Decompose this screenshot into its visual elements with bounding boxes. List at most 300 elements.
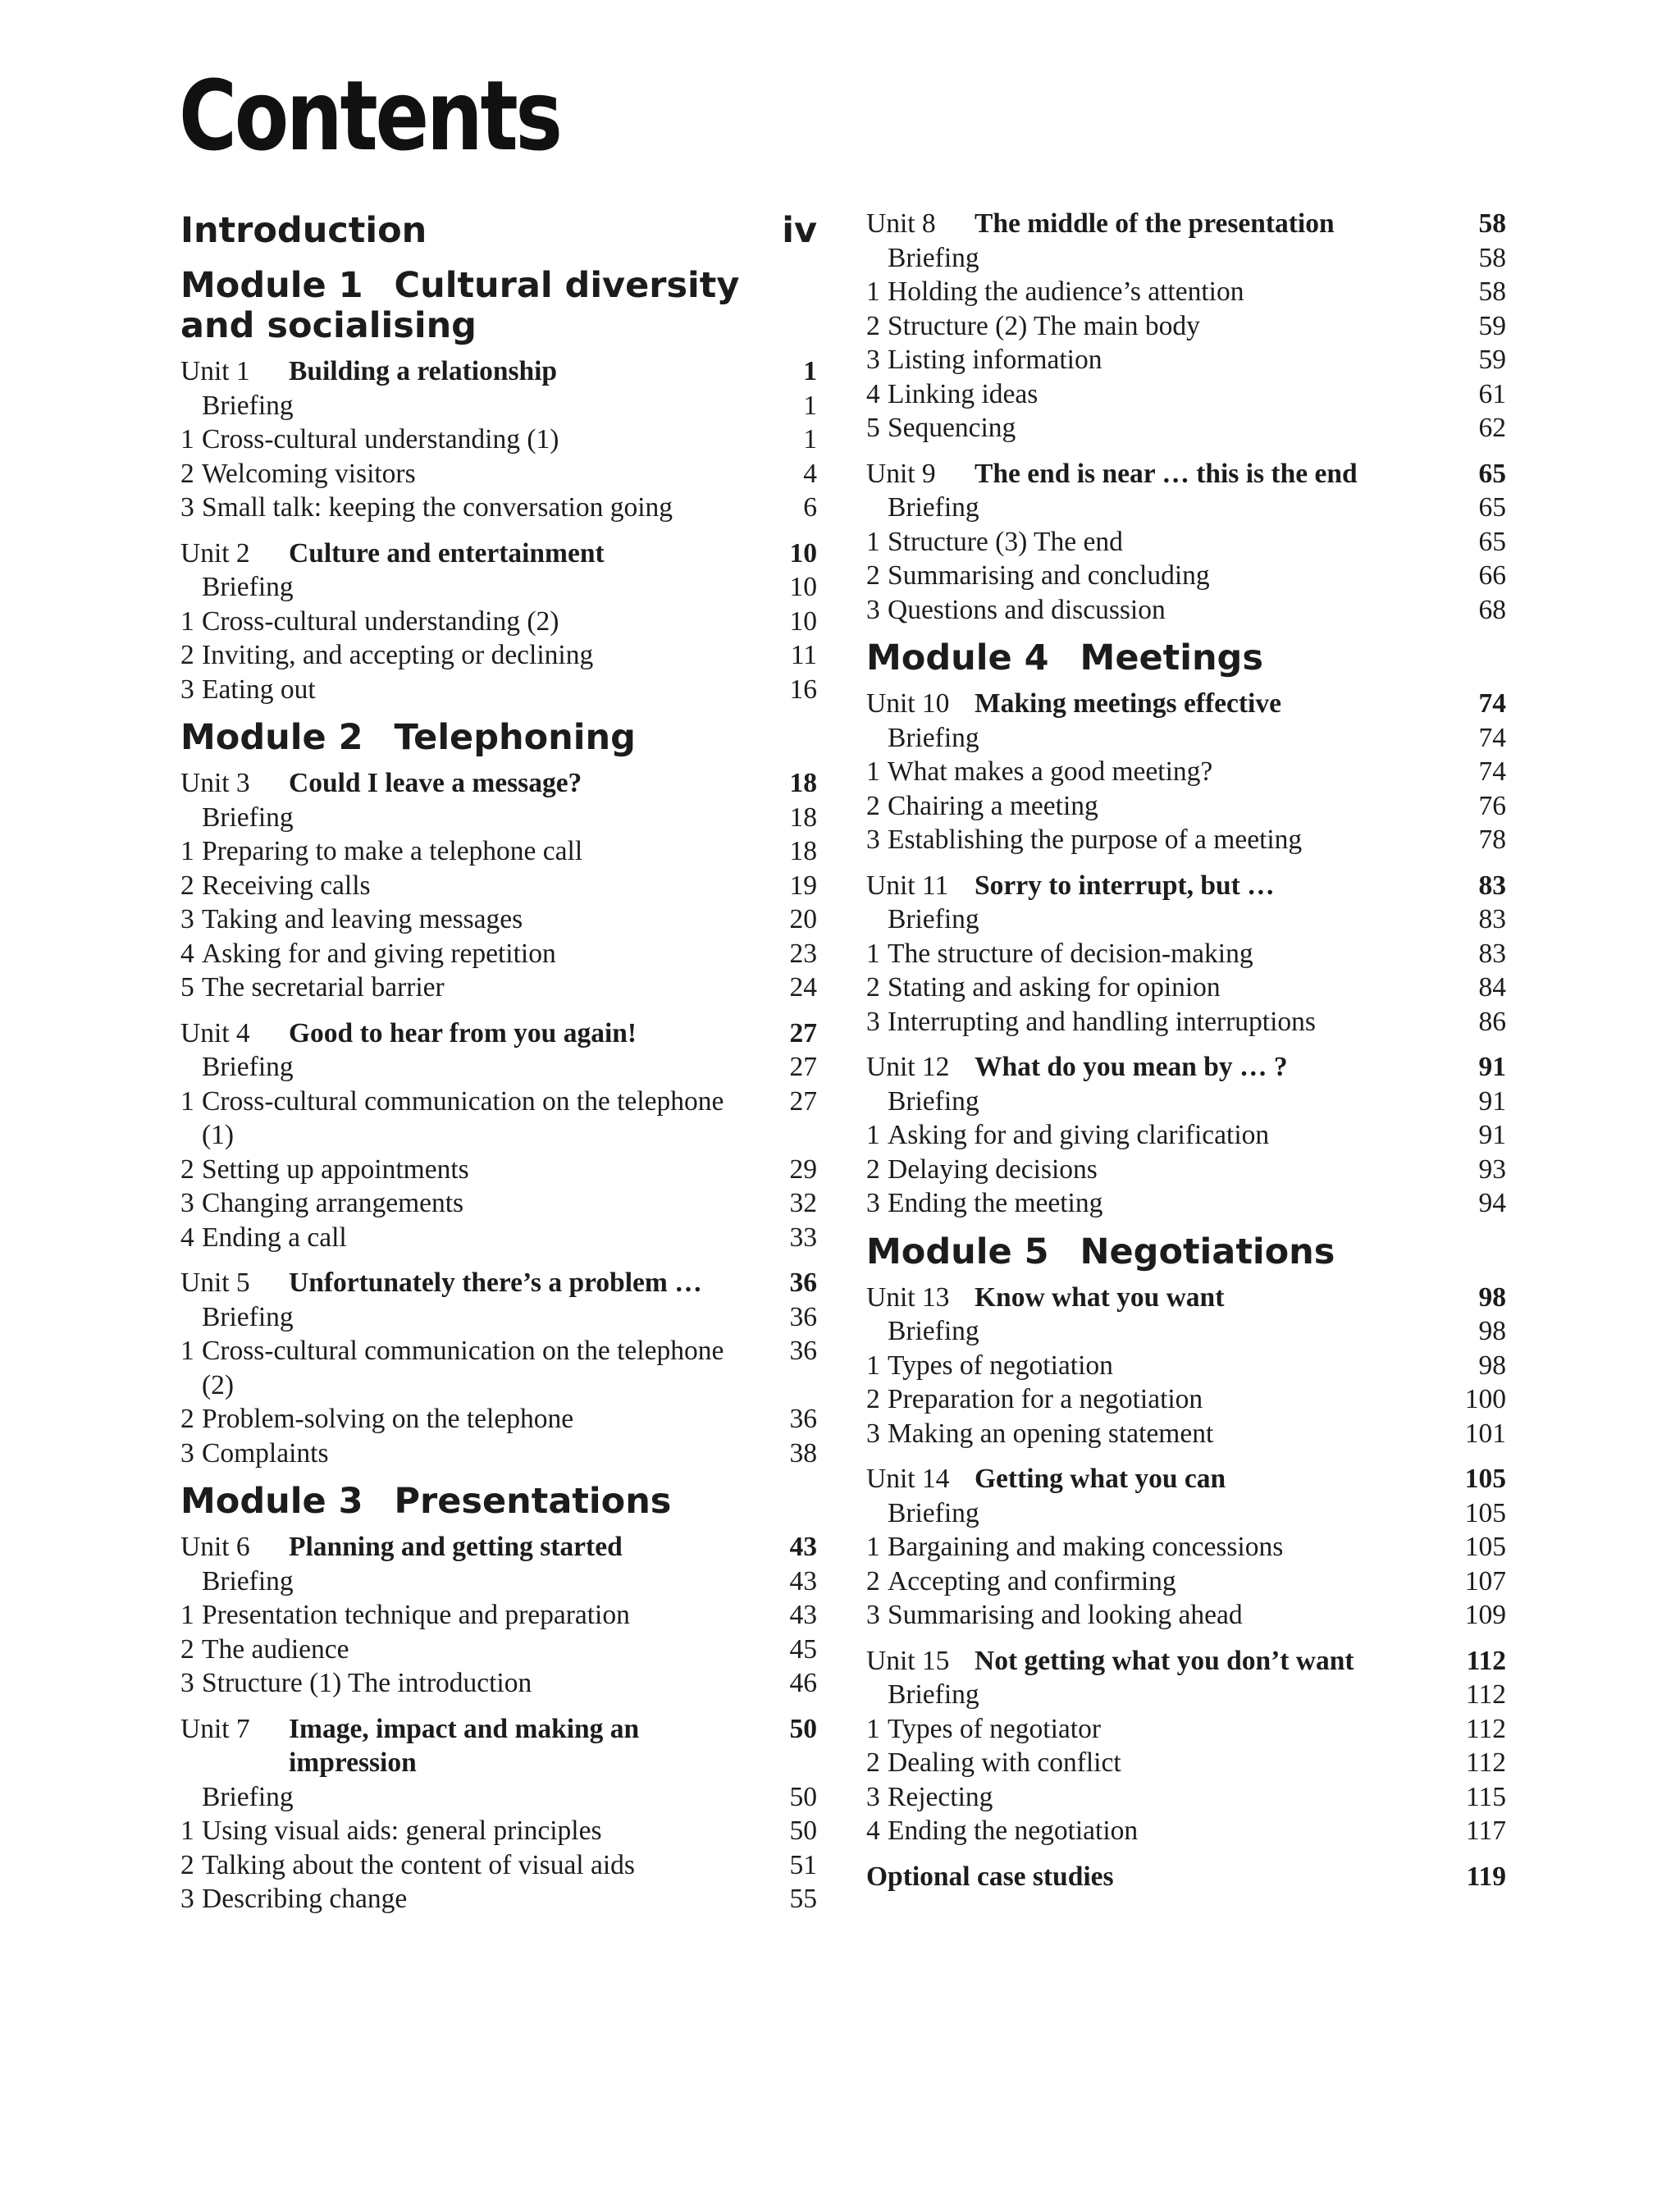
item-text: Types of negotiation [888, 1350, 1113, 1381]
unit-name [866, 1644, 1354, 1679]
toc-item[interactable] [866, 823, 1506, 857]
toc-item[interactable] [180, 1598, 817, 1633]
toc-item[interactable] [180, 673, 817, 707]
toc-item[interactable] [866, 1085, 1506, 1119]
item-text: Presentation technique and preparation [202, 1600, 630, 1630]
unit-name [866, 457, 1358, 491]
item-label [866, 593, 1166, 628]
toc-item[interactable] [180, 570, 817, 605]
page-number: 16 [789, 674, 817, 705]
toc-item[interactable] [180, 1221, 817, 1255]
item-number [180, 389, 202, 423]
page-number: 61 [1478, 378, 1506, 409]
item-number: 1 [180, 836, 194, 866]
item-number: 1 [180, 605, 194, 637]
item-label [180, 869, 371, 903]
item-label [180, 389, 294, 423]
unit-block [866, 1050, 1506, 1221]
item-number: 1 [866, 526, 880, 557]
unit-number: Unit 11 [866, 870, 949, 901]
unit-name [180, 1530, 623, 1564]
item-number: 1 [180, 1336, 194, 1366]
toc-item[interactable] [866, 275, 1506, 309]
item-number: 3 [180, 492, 194, 523]
item-number: 1 [180, 1816, 194, 1846]
toc-item[interactable] [180, 1633, 817, 1667]
toc-item[interactable] [180, 605, 817, 639]
unit-heading[interactable] [180, 1016, 817, 1051]
page-number: 91 [1478, 1120, 1506, 1150]
item-text: Small talk: keeping the conversation going [202, 492, 673, 523]
unit-name [180, 537, 605, 571]
item-text: Briefing [888, 722, 979, 753]
item-label [180, 1221, 347, 1255]
item-number [180, 1780, 202, 1815]
toc-item[interactable] [180, 423, 817, 457]
item-text: Ending the meeting [888, 1188, 1103, 1218]
item-number [180, 1300, 202, 1335]
page-number: 98 [1478, 1316, 1506, 1346]
item-text: Stating and asking for opinion [888, 972, 1221, 1003]
item-number: 2 [180, 870, 194, 901]
item-number: 3 [180, 1188, 194, 1218]
unit-title: Image, impact and making an impression [289, 1713, 640, 1778]
item-text: Asking for and giving repetition [202, 938, 556, 969]
toc-item[interactable] [180, 457, 817, 491]
page-number: 43 [789, 1532, 817, 1562]
unit-heading[interactable] [866, 1281, 1506, 1315]
item-text: Sequencing [888, 413, 1016, 443]
item-label [866, 1712, 1101, 1747]
toc-item[interactable] [180, 869, 817, 903]
item-text: The secretarial barrier [202, 972, 445, 1003]
item-number: 3 [866, 824, 880, 855]
item-number: 1 [866, 1713, 880, 1744]
unit-heading[interactable] [180, 537, 817, 571]
toc-item[interactable] [180, 1402, 817, 1437]
item-label [180, 1085, 727, 1153]
page-number: 50 [789, 1816, 817, 1846]
item-label [866, 1598, 1243, 1633]
toc-item[interactable] [866, 491, 1506, 525]
module-number: Module 4 [866, 637, 1049, 678]
item-number: 2 [866, 1153, 880, 1185]
unit-number: Unit 3 [180, 768, 250, 798]
item-text: Briefing [202, 1052, 294, 1082]
item-label [866, 343, 1102, 377]
module-title: Presentations [394, 1481, 672, 1522]
page-number: 1 [803, 390, 817, 421]
item-number: 3 [866, 1418, 880, 1449]
item-label [180, 1186, 463, 1221]
toc-item[interactable] [866, 1678, 1506, 1712]
page-number: 65 [1478, 526, 1506, 557]
item-label [866, 823, 1302, 857]
unit-heading[interactable] [866, 1050, 1506, 1085]
page-number: 98 [1478, 1350, 1506, 1381]
page-number: 32 [789, 1188, 817, 1218]
item-number [866, 491, 888, 525]
item-number: 3 [866, 1781, 880, 1812]
toc-item[interactable] [866, 1118, 1506, 1153]
item-text: Structure (2) The main body [888, 310, 1200, 341]
item-label [866, 1678, 979, 1712]
unit-name [866, 869, 1275, 903]
item-text: Using visual aids: general principles [202, 1816, 602, 1846]
toc-item[interactable] [180, 1666, 817, 1701]
item-number: 2 [180, 1849, 194, 1880]
unit-heading[interactable] [180, 1530, 817, 1564]
unit-heading[interactable] [180, 1266, 817, 1300]
toc-item[interactable] [866, 1382, 1506, 1417]
toc-item[interactable] [180, 902, 817, 937]
item-text: Briefing [202, 572, 294, 602]
page-number: 50 [789, 1781, 817, 1812]
item-text: Cross-cultural communication on the telephone (1) [202, 1085, 724, 1150]
toc-item[interactable] [866, 1005, 1506, 1039]
item-label [866, 377, 1038, 412]
item-label [866, 1118, 1269, 1153]
toc-item[interactable] [866, 1417, 1506, 1451]
item-number: 1 [866, 276, 880, 307]
item-number: 1 [180, 1600, 194, 1630]
item-label [180, 1153, 469, 1187]
item-text: Establishing the purpose of a meeting [888, 824, 1303, 855]
unit-heading[interactable] [866, 687, 1506, 721]
module-number: Module 1 [180, 265, 363, 306]
toc-item[interactable] [866, 721, 1506, 756]
introduction-entry[interactable] [180, 207, 817, 254]
unit-number: Unit 8 [866, 208, 936, 239]
unit-title: Building a relationship [289, 356, 558, 386]
toc-item[interactable] [866, 1349, 1506, 1383]
unit-name [866, 207, 1335, 241]
item-number: 5 [866, 413, 880, 443]
unit-block [866, 457, 1506, 628]
unit-block [180, 1530, 817, 1701]
module-title: Telephoning [394, 717, 636, 758]
toc-item[interactable] [866, 525, 1506, 560]
unit-number: Unit 12 [866, 1052, 950, 1082]
unit-heading[interactable] [866, 869, 1506, 903]
item-label [180, 1402, 573, 1437]
item-label [866, 971, 1221, 1005]
toc-item[interactable] [866, 411, 1506, 445]
unit-block [180, 354, 817, 525]
page-number: 20 [789, 904, 817, 934]
unit-heading[interactable] [866, 1462, 1506, 1496]
item-text: Briefing [888, 242, 979, 273]
page-number: 36 [789, 1336, 817, 1366]
item-label [180, 1814, 602, 1848]
toc-item[interactable] [180, 1300, 817, 1335]
item-text: Asking for and giving clarification [888, 1120, 1270, 1150]
item-label [180, 937, 556, 971]
toc-item[interactable] [180, 389, 817, 423]
toc-item[interactable] [866, 1814, 1506, 1848]
item-number [180, 801, 202, 835]
toc-item[interactable] [180, 1848, 817, 1883]
item-label [866, 755, 1212, 789]
item-label [180, 673, 316, 707]
item-label [180, 834, 582, 869]
page-number: 59 [1478, 345, 1506, 375]
item-text: Questions and discussion [888, 594, 1166, 625]
toc-item[interactable] [866, 559, 1506, 593]
item-text: Rejecting [888, 1781, 993, 1812]
item-text: Delaying decisions [888, 1153, 1098, 1185]
unit-heading[interactable] [180, 354, 817, 389]
toc-item[interactable] [180, 1334, 817, 1402]
item-number [866, 241, 888, 276]
page-number: 91 [1478, 1052, 1506, 1082]
toc-item[interactable] [866, 902, 1506, 937]
toc-item[interactable] [180, 1780, 817, 1815]
item-label [180, 1780, 294, 1815]
unit-heading[interactable] [866, 1644, 1506, 1679]
toc-item[interactable] [866, 1780, 1506, 1815]
item-number: 3 [866, 1600, 880, 1630]
item-number: 4 [180, 1222, 194, 1253]
item-label [180, 1848, 635, 1883]
page-number: 6 [803, 492, 817, 523]
unit-block [180, 766, 817, 1005]
page-number: 98 [1478, 1281, 1506, 1313]
item-text: Briefing [202, 1301, 294, 1332]
page-number: 93 [1478, 1153, 1506, 1185]
toc-item[interactable] [180, 1050, 817, 1085]
toc-item[interactable] [866, 1314, 1506, 1349]
toc-item[interactable] [866, 241, 1506, 276]
unit-title: Making meetings effective [975, 688, 1281, 719]
item-number: 2 [866, 1565, 880, 1596]
toc-item[interactable] [180, 1437, 817, 1471]
item-number: 1 [180, 1085, 194, 1117]
item-text: Briefing [202, 1565, 294, 1596]
item-number: 2 [180, 458, 194, 489]
page-number: 27 [789, 1052, 817, 1082]
item-number: 3 [866, 1006, 880, 1037]
item-label [866, 1780, 993, 1815]
item-text: Summarising and looking ahead [888, 1600, 1243, 1630]
item-text: Dealing with conflict [888, 1747, 1121, 1778]
page-number: 18 [789, 836, 817, 866]
page-number: 112 [1465, 1679, 1506, 1710]
unit-number: Unit 13 [866, 1281, 950, 1313]
unit-heading[interactable] [180, 766, 817, 801]
unit-title: Culture and entertainment [289, 537, 605, 569]
item-text: Complaints [202, 1437, 329, 1469]
page-number: 51 [789, 1849, 817, 1880]
page-number: 19 [789, 870, 817, 901]
unit-name [180, 766, 582, 801]
unit-block [866, 207, 1506, 445]
item-text: Briefing [888, 1497, 979, 1528]
item-text: Problem-solving on the telephone [202, 1404, 574, 1434]
introduction-label: Introduction [180, 210, 427, 251]
item-text: Inviting, and accepting or declining [202, 640, 594, 670]
module-number: Module 2 [180, 717, 363, 758]
item-number: 4 [866, 378, 880, 409]
page-number: 18 [789, 802, 817, 833]
item-number [866, 902, 888, 937]
unit-name [180, 1266, 702, 1300]
item-text: Briefing [888, 1316, 979, 1346]
page-number: 105 [1464, 1532, 1506, 1562]
unit-number: Unit 5 [180, 1268, 250, 1298]
page-number: 33 [789, 1222, 817, 1253]
page-number: 4 [803, 458, 817, 489]
toc-item[interactable] [866, 937, 1506, 971]
page-number: 83 [1478, 938, 1506, 969]
page-number: 66 [1478, 560, 1506, 591]
page-number: 24 [789, 972, 817, 1003]
item-number: 3 [180, 1884, 194, 1914]
item-label [866, 1153, 1098, 1187]
item-number: 2 [866, 1747, 880, 1778]
item-number [180, 570, 202, 605]
item-label [866, 411, 1016, 445]
toc-item[interactable] [180, 834, 817, 869]
item-number: 3 [866, 345, 880, 375]
toc-item[interactable] [180, 1814, 817, 1848]
toc-item[interactable] [866, 309, 1506, 344]
page-number: 78 [1478, 824, 1506, 855]
unit-title: Good to hear from you again! [289, 1017, 637, 1048]
item-number: 3 [866, 1188, 880, 1218]
page-number: 100 [1464, 1384, 1506, 1414]
item-number: 2 [180, 640, 194, 670]
toc-item[interactable] [866, 1564, 1506, 1599]
toc-item[interactable] [180, 971, 817, 1005]
item-text: The audience [202, 1633, 349, 1665]
toc-item[interactable] [180, 1882, 817, 1916]
page-number: 119 [1466, 1861, 1506, 1892]
item-label [180, 423, 559, 457]
item-text: Describing change [202, 1884, 408, 1914]
page-number: 65 [1478, 458, 1506, 489]
page-number: 27 [789, 1017, 817, 1048]
toc-item[interactable] [866, 377, 1506, 412]
item-label [180, 902, 523, 937]
unit-title: The end is near … this is the end [975, 458, 1358, 489]
toc-item[interactable] [866, 1496, 1506, 1531]
toc-item[interactable] [866, 1598, 1506, 1633]
item-text: Welcoming visitors [202, 458, 416, 489]
item-number: 3 [180, 674, 194, 705]
page-number: 43 [789, 1565, 817, 1596]
toc-item[interactable] [866, 593, 1506, 628]
page-number: 76 [1478, 790, 1506, 821]
toc-item[interactable] [866, 1186, 1506, 1221]
item-label [180, 1437, 328, 1471]
unit-heading[interactable] [866, 207, 1506, 241]
unit-block [866, 687, 1506, 857]
item-label [180, 570, 294, 605]
item-number [180, 1564, 202, 1599]
unit-name [180, 1016, 637, 1051]
toc-item[interactable] [180, 1564, 817, 1599]
item-label [866, 789, 1098, 824]
toc-item[interactable] [866, 1153, 1506, 1187]
item-label [866, 1005, 1316, 1039]
item-text: Cross-cultural understanding (2) [202, 605, 559, 637]
page-number: 84 [1478, 972, 1506, 1003]
unit-heading[interactable] [866, 457, 1506, 491]
toc-item[interactable] [866, 789, 1506, 824]
page-number: 50 [789, 1713, 817, 1744]
toc-item[interactable] [180, 937, 817, 971]
page-number: 109 [1464, 1600, 1506, 1630]
page-number: 83 [1478, 870, 1506, 901]
toc-item[interactable] [866, 343, 1506, 377]
item-number: 1 [866, 938, 880, 969]
unit-title: Planning and getting started [289, 1532, 623, 1562]
page-number: 46 [789, 1668, 817, 1698]
toc-item[interactable] [180, 1085, 817, 1153]
item-label [180, 1334, 727, 1402]
unit-number: Unit 14 [866, 1464, 950, 1494]
page-number: 55 [789, 1884, 817, 1914]
toc-item[interactable] [866, 1746, 1506, 1780]
item-text: Preparation for a negotiation [888, 1384, 1203, 1414]
item-text: Briefing [888, 904, 979, 934]
item-number: 2 [180, 1153, 194, 1185]
unit-number: Unit 10 [866, 688, 950, 719]
item-label [866, 1382, 1203, 1417]
item-label [180, 1564, 294, 1599]
item-text: Changing arrangements [202, 1188, 464, 1218]
toc-item[interactable] [866, 1530, 1506, 1564]
item-label [866, 559, 1210, 593]
item-text: Briefing [888, 492, 979, 523]
page-number: 36 [789, 1268, 817, 1298]
item-text: Briefing [202, 1781, 294, 1812]
toc-item[interactable] [180, 638, 817, 673]
item-number: 1 [866, 756, 880, 787]
item-number [866, 1314, 888, 1349]
item-text: Holding the audience’s attention [888, 276, 1244, 307]
toc-item[interactable] [866, 755, 1506, 789]
toc-item[interactable] [866, 1712, 1506, 1747]
toc-item[interactable] [180, 1186, 817, 1221]
item-number: 2 [866, 1384, 880, 1414]
item-text: Ending the negotiation [888, 1816, 1139, 1846]
item-number: 2 [866, 790, 880, 821]
optional-case-studies-entry[interactable] [866, 1860, 1506, 1894]
unit-heading[interactable] [180, 1712, 817, 1780]
module-heading [866, 1232, 1506, 1272]
toc-item[interactable] [180, 491, 817, 525]
toc-item[interactable] [180, 801, 817, 835]
toc-item[interactable] [866, 971, 1506, 1005]
optional-label: Optional case studies [866, 1861, 1114, 1892]
page-number: 112 [1465, 1747, 1506, 1778]
page-number: 117 [1465, 1816, 1506, 1846]
toc-item[interactable] [180, 1153, 817, 1187]
item-text: Eating out [202, 674, 316, 705]
item-text: Interrupting and handling interruptions [888, 1006, 1316, 1037]
item-label [180, 1300, 294, 1335]
unit-title: Sorry to interrupt, but … [975, 870, 1275, 901]
item-text: Making an opening statement [888, 1418, 1214, 1449]
page-number: 29 [789, 1153, 817, 1185]
unit-number: Unit 4 [180, 1017, 250, 1048]
unit-number: Unit 1 [180, 356, 250, 386]
unit-block [180, 537, 817, 707]
unit-block [866, 1644, 1506, 1848]
page-number: 83 [1478, 904, 1506, 934]
